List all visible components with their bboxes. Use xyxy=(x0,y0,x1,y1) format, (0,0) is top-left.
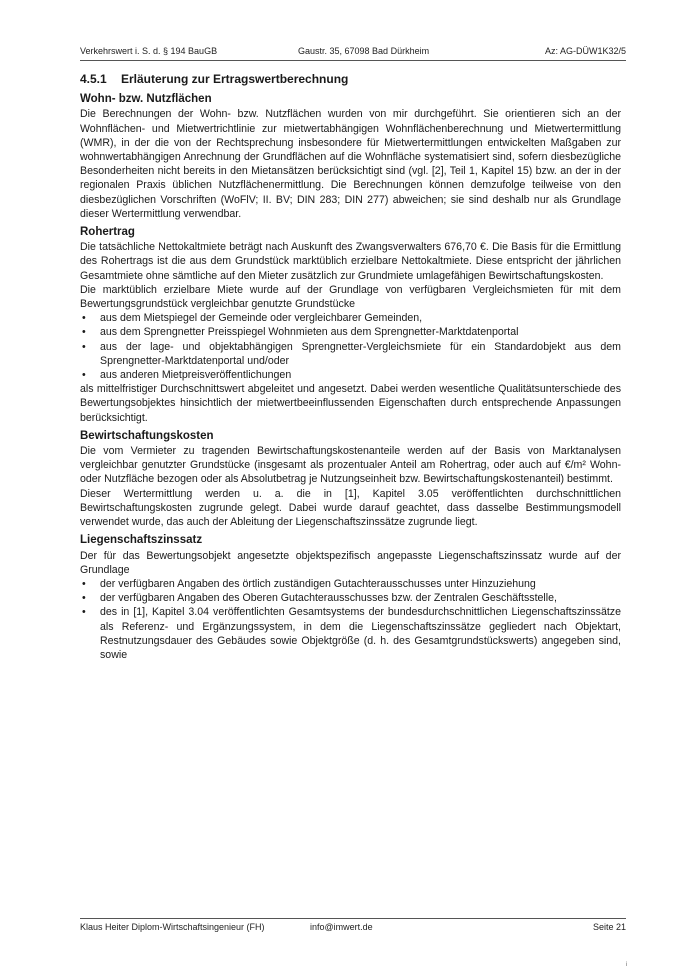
heading-wohnflaechen: Wohn- bzw. Nutzflächen xyxy=(80,93,212,106)
list-item: • aus dem Mietspiegel der Gemeinde oder vergleichbarer Gemeinden, xyxy=(80,311,621,325)
paragraph-rohertrag-3: als mittelfristiger Durchschnittswert abgeleitet und angesetzt. Dabei werden wesentliche Qualitätsunterschiede des Bewertungsobjektes hinsichtlich der mietwertbeeinflussenden Eigenschaften durch entsprechende Anpassungen berücksichtigt. xyxy=(80,383,621,424)
list-rohertrag xyxy=(80,311,621,382)
paragraph-liegenschaftszins: Der für das Bewertungsobjekt angesetzte objektspezifisch angepasste Liegenschaftszinssatz wurde auf der Grundlage xyxy=(80,549,621,576)
paragraph-bewirtschaftung-1: Die vom Vermieter zu tragenden Bewirtschaftungskostenanteile werden auf der Basis von Marktanalysen vergleichbar genutzter Grundstücke (insgesamt als prozentualer Anteil am Rohertrag, oder auch auf €/m² Wohn- oder Nutzfläche bezogen oder als Absolutbetrag je Nutzungseinheit bzw. Bewirtschaftungskostenanteil) bestimmt. xyxy=(80,445,621,486)
paragraph-bewirtschaftung-2: Dieser Wertermittlung werden u. a. die in [1], Kapitel 3.05 veröffentlichten durchschnittlichen Bewirtschaftungskosten zugrunde gelegt. Dabei wurde darauf geachtet, dass dasselbe Bestimmungsmodell verwendet wurde, das auch der Ableitung der Liegenschaftszinssätze zugrunde liegt. xyxy=(80,487,621,529)
header-left-text: Verkehrswert i. S. d. § 194 BauGB xyxy=(80,46,218,56)
list-liegenschaftszins xyxy=(80,577,621,662)
paragraph-rohertrag-1: Die tatsächliche Nettokaltmiete beträgt nach Auskunft des Zwangsverwalters 676,70 €. Die Basis für die Ermittlung des Rohertrags ist die aus dem Grundstück marktüblich erzielbare Nettokaltmiete. Diese entspricht der jährlichen Gesamtmiete ohne sämtliche auf den Mieter zusätzlich zur Grundmiete umlagefähigen Bewirtschaftungskosten. xyxy=(80,241,621,282)
page-header xyxy=(80,46,626,61)
footer-author: Klaus Heiter Diplom-Wirtschaftsingenieur (FH) xyxy=(80,922,265,932)
list-item: • aus anderen Mietpreisveröffentlichungen xyxy=(80,368,621,382)
corner-mark: i xyxy=(626,962,628,968)
header-file-number: Az: AG-DÜW1K32/5 xyxy=(544,46,626,56)
section-number: 4.5.1 xyxy=(80,72,107,86)
header-address: Gaustr. 35, 67098 Bad Dürkheim xyxy=(298,46,430,56)
paragraph-rohertrag-2: Die marktüblich erzielbare Miete wurde auf der Grundlage von verfügbaren Vergleichsmieten für mit dem Bewertungsgrundstück vergleichbar genutzte Grundstücke xyxy=(80,283,621,311)
list-item: • aus der lage- und objektabhängigen Sprengnetter-Vergleichsmiete für ein Standardobjekt aus dem Sprengnetter-Marktdatenportal und/oder xyxy=(80,340,621,368)
page-footer xyxy=(80,918,626,933)
list-item: • der verfügbaren Angaben des Oberen Gutachterausschusses bzw. der Zentralen Geschäftsstelle, xyxy=(80,591,621,605)
footer-page-number: Seite 21 xyxy=(592,922,626,932)
heading-liegenschaftszins: Liegenschaftszinssatz xyxy=(80,534,203,547)
list-item: • der verfügbaren Angaben des örtlich zuständigen Gutachterausschusses unter Hinzuziehung xyxy=(80,577,621,591)
heading-rohertrag: Rohertrag xyxy=(80,226,135,239)
page-content xyxy=(80,72,621,662)
list-item: • aus dem Sprengnetter Preisspiegel Wohnmieten aus dem Sprengnetter-Marktdatenportal xyxy=(80,325,621,339)
paragraph-wohnflaechen: Die Berechnungen der Wohn- bzw. Nutzflächen wurden von mir durchgeführt. Sie orientieren sich an der Wohnflächen- und Mietwertrichtlinie zur mietwertabhängigen Wohnflächenberechnung und Mietwertermittlung (WMR), in der die von der Rechtsprechung insbesondere für Mietwertermittlungen entwickelten Maßgaben zur wohnwertabhängigen Anrechnung der Grundflächen auf die Wohnfläche systematisiert sind, sofern diesbezügliche Besonderheiten nicht bereits in den Mietansätzen berücksichtigt sind (vgl. [2], Teil 1, Kapitel 15) bzw. an der in der regionalen Praxis üblichen Nutzflächenermittlung. Die Berechnungen können demzufolge teilweise von den diesbezüglichen Vorschriften (WoFlV; II. BV; DIN 283; DIN 277) abweichen; sie sind deshalb nur als Grundlage dieser Wertermittlung verwendbar. xyxy=(80,108,621,220)
list-item: • des in [1], Kapitel 3.04 veröffentlichten Gesamtsystems der bundesdurchschnittlichen Liegenschaftszinssätze als Referenz- und Ergänzungssystem, in dem die Liegenschaftszinssätze gegliedert nach Objektart, Restnutzungsdauer des Gebäudes sowie Objektgröße (d. h. des Gesamtgrundstückswerts) angegeben sind, sowie xyxy=(80,605,621,662)
heading-bewirtschaftung: Bewirtschaftungskosten xyxy=(80,429,214,442)
footer-email: info@imwert.de xyxy=(310,922,373,932)
section-title-text: Erläuterung zur Ertragswertberechnung xyxy=(121,72,349,86)
section-title xyxy=(80,72,621,86)
